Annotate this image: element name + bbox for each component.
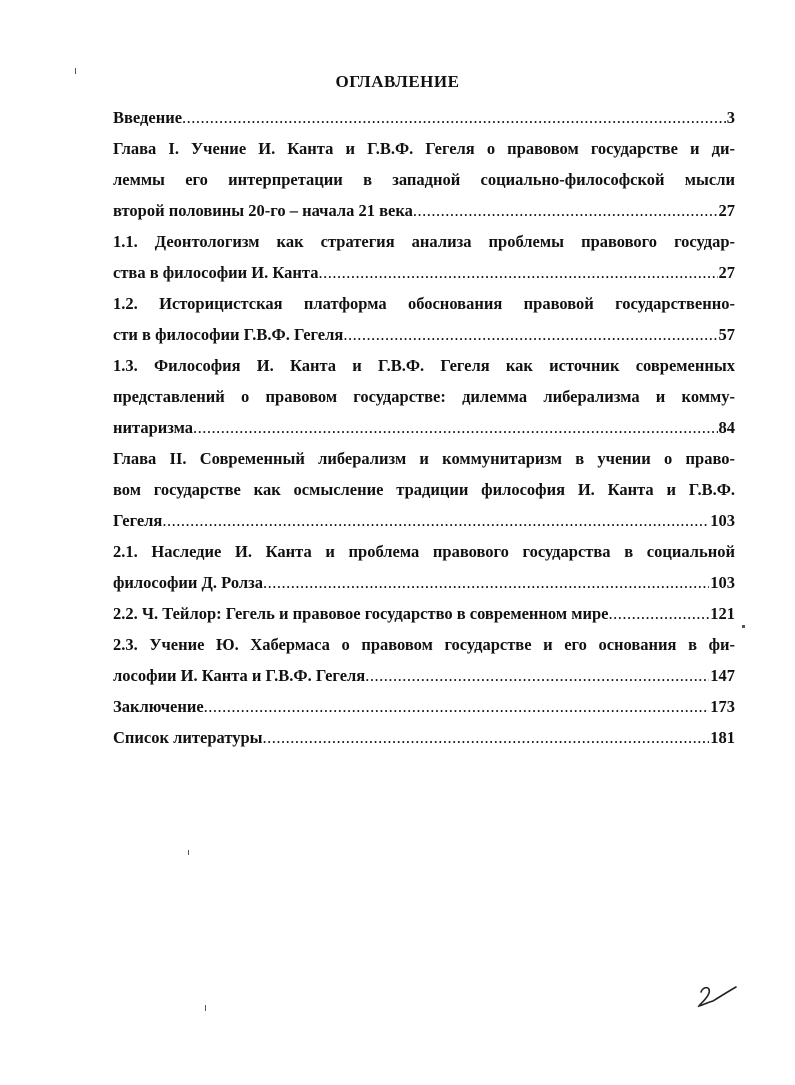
toc-entry-title: философии Д. Ролза <box>113 573 263 592</box>
toc-entry <box>113 536 735 598</box>
toc-entry-title: второй половины 20-го – начала 21 века <box>113 201 413 220</box>
toc-entry-title: Гегеля <box>113 511 163 530</box>
toc-page-number: 103 <box>710 573 735 592</box>
toc-entry <box>113 102 735 133</box>
toc-entry-title: 2.2. Ч. Тейлор: Гегель и правовое государство в современном мире <box>113 604 609 623</box>
toc-entry-line: 1.2. Историцистская платформа обоснования правовой государственно- <box>113 294 735 313</box>
toc-page-number: 173 <box>710 697 735 716</box>
toc-leader-dots <box>318 257 717 288</box>
scan-speck <box>75 68 76 74</box>
toc-entry-line: леммы его интерпретации в западной социально-философской мысли <box>113 170 735 189</box>
toc-entry-line: 2.3. Учение Ю. Хабермаса о правовом государстве и его основания в фи- <box>113 635 735 654</box>
toc-entry <box>113 443 735 536</box>
toc-entry-title: Список литературы <box>113 728 263 747</box>
toc-leader-dots <box>413 195 718 226</box>
toc-page-number: 84 <box>718 418 735 437</box>
toc-page-number: 57 <box>718 325 735 344</box>
toc-entry <box>113 722 735 753</box>
toc-entry <box>113 629 735 691</box>
toc-leader-dots <box>263 567 709 598</box>
toc-entry-title: нитаризма <box>113 418 194 437</box>
scan-speck <box>188 850 189 855</box>
toc-page-number: 147 <box>710 666 735 685</box>
toc-entry <box>113 226 735 288</box>
toc-entry-line: Глава I. Учение И. Канта и Г.В.Ф. Гегеля о правовом государстве и ди- <box>113 139 735 158</box>
toc-page-number: 121 <box>710 604 735 623</box>
scan-speck <box>742 625 745 628</box>
toc-entry <box>113 133 735 226</box>
toc-entry-title: Заключение <box>113 697 204 716</box>
toc-entry-line: Глава II. Современный либерализм и коммунитаризм в учении о право- <box>113 449 735 468</box>
table-of-contents <box>113 102 735 753</box>
toc-leader-dots <box>162 505 709 536</box>
scan-speck <box>205 1005 206 1011</box>
toc-page-number: 181 <box>710 728 735 747</box>
toc-leader-dots <box>608 598 709 629</box>
toc-entry-line: 1.3. Философия И. Канта и Г.В.Ф. Гегеля как источник современных <box>113 356 735 375</box>
toc-entry <box>113 350 735 443</box>
toc-entry <box>113 691 735 722</box>
toc-leader-dots <box>365 660 709 691</box>
toc-entry-line: 1.1. Деонтологизм как стратегия анализа проблемы правового государ- <box>113 232 735 251</box>
toc-leader-dots <box>204 691 710 722</box>
toc-entry-line: 2.1. Наследие И. Канта и проблема правового государства в социальной <box>113 542 735 561</box>
toc-entry-line: представлений о правовом государстве: дилемма либерализма и комму- <box>113 387 735 406</box>
toc-page-number: 3 <box>726 108 735 127</box>
toc-page-number: 27 <box>718 263 735 282</box>
toc-page-number: 27 <box>718 201 735 220</box>
toc-entry <box>113 598 735 629</box>
toc-entry-title: Введение <box>113 108 183 127</box>
toc-title: ОГЛАВЛЕНИЕ <box>335 72 460 91</box>
toc-leader-dots <box>193 412 717 443</box>
toc-entry <box>113 288 735 350</box>
toc-entry-title: лософии И. Канта и Г.В.Ф. Гегеля <box>113 666 366 685</box>
toc-entry-title: сти в философии Г.В.Ф. Гегеля <box>113 325 344 344</box>
toc-entry-title: ства в философии И. Канта <box>113 263 319 282</box>
toc-entry-line: вом государстве как осмысление традиции философия И. Канта и Г.В.Ф. <box>113 480 735 499</box>
toc-leader-dots <box>263 722 710 753</box>
handwritten-page-number <box>695 982 740 1012</box>
toc-page-number: 103 <box>710 511 735 530</box>
toc-leader-dots <box>182 102 726 133</box>
toc-leader-dots <box>343 319 717 350</box>
